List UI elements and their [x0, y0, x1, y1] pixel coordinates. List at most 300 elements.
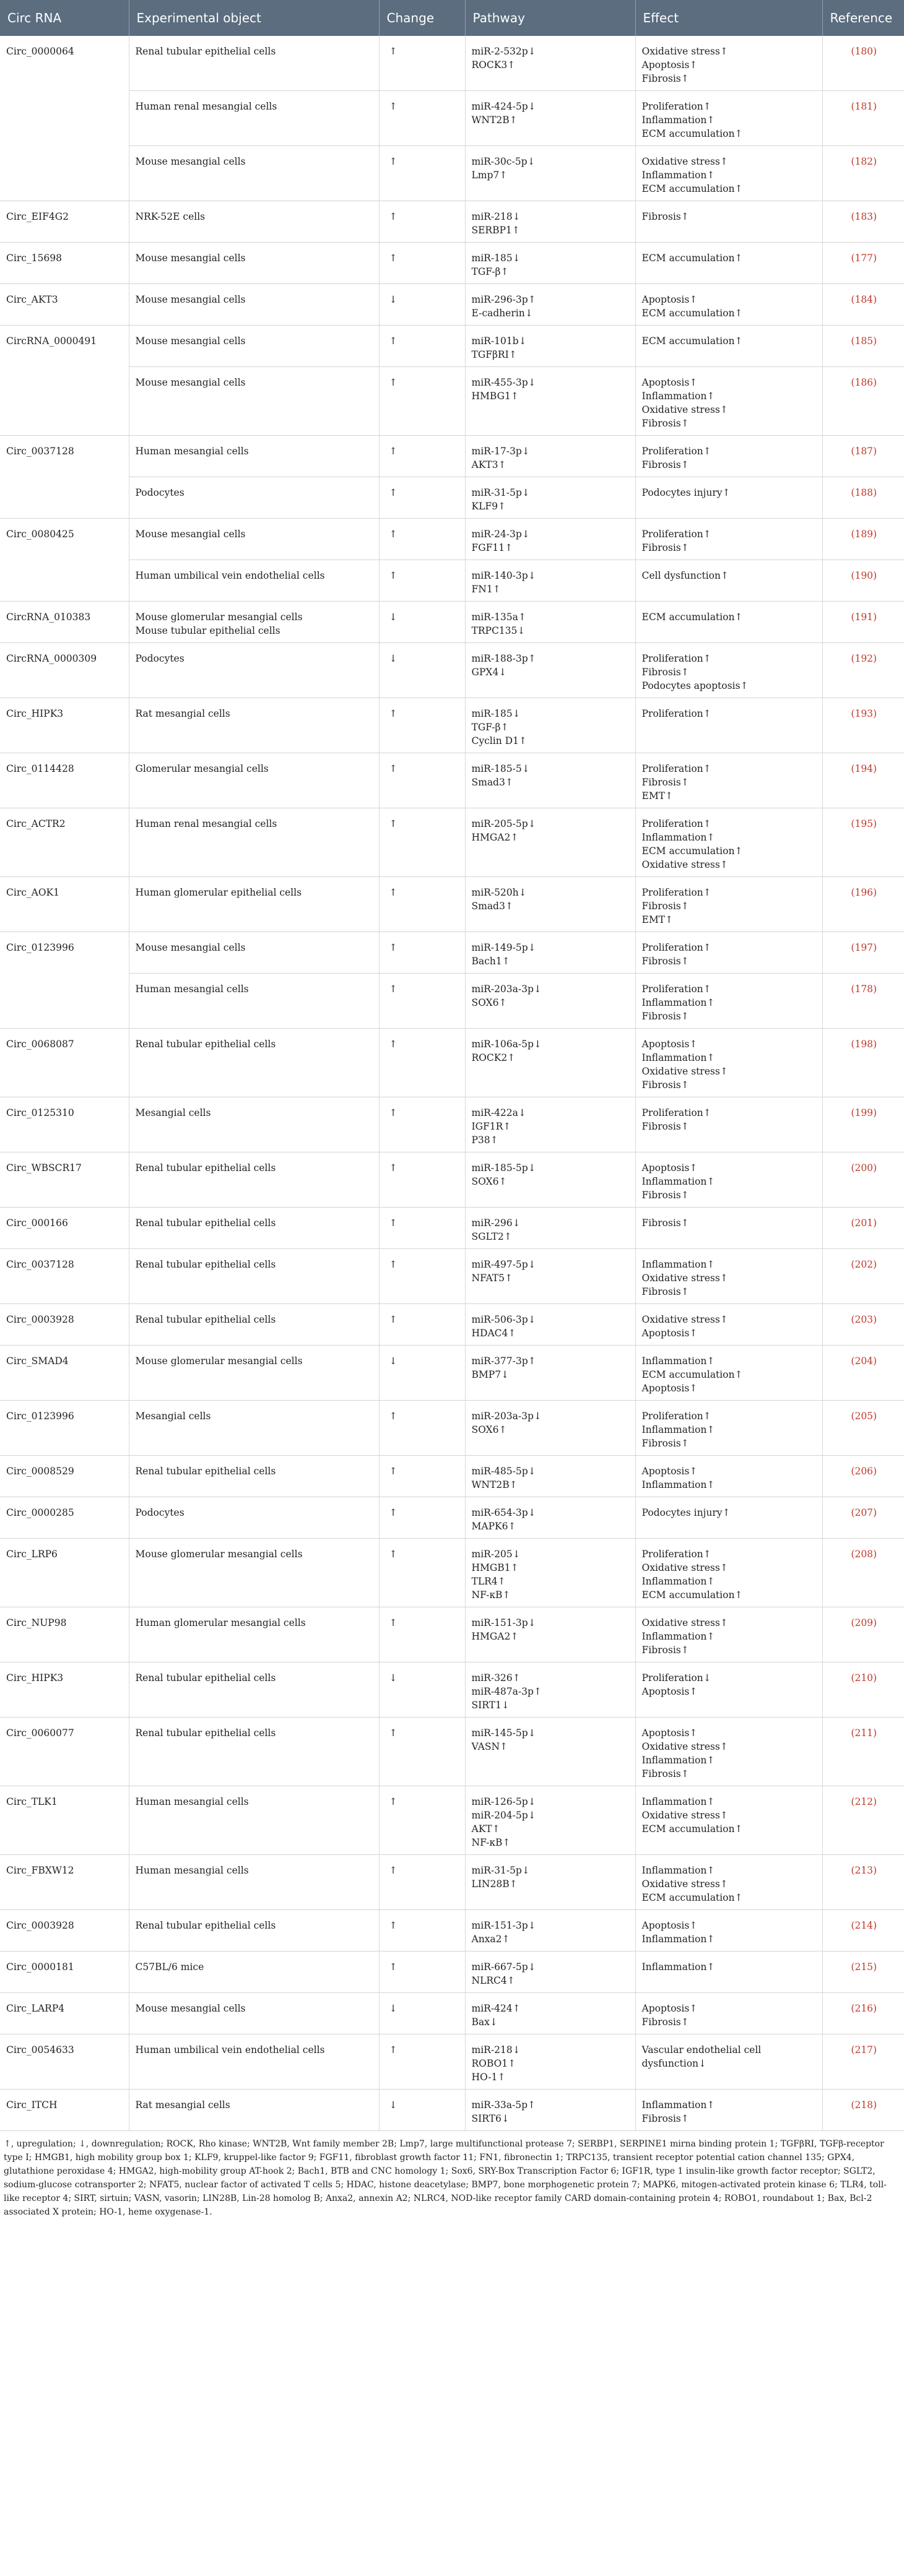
cell-pathway [465, 326, 635, 367]
cell-reference[interactable]: (200) [822, 1152, 904, 1208]
cell-effect [635, 91, 822, 146]
cell-reference[interactable]: (206) [822, 1456, 904, 1497]
cell-effect [635, 201, 822, 243]
cell-reference[interactable]: (203) [822, 1304, 904, 1346]
cell-change: ↑ [379, 877, 465, 932]
cell-effect-line: ECM accumulation↑ [641, 1369, 743, 1380]
cell-reference[interactable]: (181) [822, 91, 904, 146]
cell-reference[interactable]: (190) [822, 560, 904, 602]
cell-effect [635, 2090, 822, 2131]
cell-pathway [465, 243, 635, 284]
cell-effect-line: Inflammation↑ [641, 115, 715, 126]
cell-effect [635, 1152, 822, 1208]
cell-pathway-line: miR-101b↓ [471, 335, 527, 347]
cell-reference[interactable]: (178) [822, 974, 904, 1029]
cell-effect-line: ECM accumulation↑ [641, 612, 743, 623]
cell-pathway [465, 1993, 635, 2034]
table-row [0, 1208, 904, 1249]
cell-pathway [465, 519, 635, 560]
cell-pathway [465, 698, 635, 753]
cell-pathway-line: SIRT6↓ [471, 2113, 510, 2124]
cell-experimental-object: Podocytes [129, 477, 379, 519]
cell-pathway [465, 1951, 635, 1993]
cell-change: ↓ [379, 1346, 465, 1401]
cell-circ-rna: Circ_SMAD4 [0, 1346, 129, 1401]
cell-pathway-line: ROCK2↑ [471, 1052, 516, 1063]
cell-effect-line: Fibrosis↑ [641, 542, 689, 553]
table-row [0, 602, 904, 643]
cell-reference[interactable]: (217) [822, 2034, 904, 2090]
cell-experimental-object: Renal tubular epithelial cells [129, 1456, 379, 1497]
cell-reference[interactable]: (218) [822, 2090, 904, 2131]
cell-effect-line: Fibrosis↑ [641, 418, 689, 429]
cell-effect [635, 326, 822, 367]
cell-pathway-line: miR-151-3p↓ [471, 1617, 536, 1628]
cell-experimental-object: Rat mesangial cells [129, 2090, 379, 2131]
table-row [0, 877, 904, 932]
cell-experimental-object: Podocytes [129, 643, 379, 698]
header-pathway: Pathway [465, 0, 635, 36]
cell-circ-rna: Circ_0060077 [0, 1718, 129, 1786]
cell-reference[interactable]: (213) [822, 1855, 904, 1910]
table-row [0, 808, 904, 877]
cell-reference[interactable]: (198) [822, 1029, 904, 1097]
cell-pathway [465, 2090, 635, 2131]
cell-effect-line: Oxidative stress↑ [641, 1878, 728, 1890]
cell-pathway-line: miR-151-3p↓ [471, 1920, 536, 1931]
table-row [0, 753, 904, 808]
table-footnote: ↑, upregulation; ↓, downregulation; ROCK, Rho kinase; WNT2B, Wnt family member 2B; Lmp7, large multifunctional protease 7; SERBP1, SERPINE1 mirna binding protein 1; TGFβRI, TGFβ-receptor type I; HMGB1, high mobility group box 1; KLF9, kruppel-like factor 9; FGF11, fibroblast growth factor 11; FN1, fibronectin 1; TRPC135, transient receptor potential cation channel 135; GPX4, glutathione peroxidase 4; HMGA2, high-mobility group AT-hook 2; Bach1, BTB and CNC homology 1; Sox6, SRY-Box Transcription Factor 6; IGF1R, type 1 insulin-like growth factor receptor; SGLT2, sodium-glucose cotransporter 2; NFAT5, nuclear factor of activated T cells 5; HDAC, histone deacetylase; BMP7, bone morphogenetic protein 7; MAPK6, mitogen-activated protein kinase 6; TLR4, toll-like receptor 4; SIRT, sirtuin; VASN, vasorin; LIN28B, Lin-28 homolog B; Anxa2, annexin A2; NLRC4, NOD-like receptor family CARD domain-containing protein 4; ROBO1, roundabout 1; Bax, Bcl-2 associated X protein; HO-1, heme oxygenase-1. [4, 2139, 887, 2217]
cell-pathway-line: miR-296↓ [471, 1217, 521, 1229]
cell-effect-line: ECM accumulation↑ [641, 335, 743, 347]
table-row [0, 146, 904, 201]
cell-pathway-line: miR-149-5p↓ [471, 942, 536, 953]
cell-change: ↑ [379, 367, 465, 436]
cell-pathway-line: miR-422a↓ [471, 1107, 526, 1118]
cell-pathway-line: miR-204-5p↓ [471, 1810, 536, 1821]
cell-pathway-line: miR-185↓ [471, 253, 521, 264]
cell-change: ↑ [379, 477, 465, 519]
cell-pathway-line: miR-106a-5p↓ [471, 1039, 542, 1050]
header-effect: Effect [635, 0, 822, 36]
cell-change: ↑ [379, 1152, 465, 1208]
cell-pathway-line: P38↑ [471, 1135, 498, 1146]
cell-effect-line: ECM accumulation↑ [641, 183, 743, 194]
cell-reference[interactable]: (202) [822, 1249, 904, 1304]
cell-circ-rna: Circ_LRP6 [0, 1539, 129, 1607]
cell-circ-rna: Circ_HIPK3 [0, 1662, 129, 1718]
table-row [0, 1539, 904, 1607]
cell-effect-line: Oxidative stress↑ [641, 1314, 728, 1325]
cell-effect [635, 1855, 822, 1910]
cell-effect-line: ECM accumulation↑ [641, 1823, 743, 1835]
cell-pathway [465, 1662, 635, 1718]
cell-reference[interactable]: (201) [822, 1208, 904, 1249]
cell-pathway-line: miR-33a-5p↑ [471, 2099, 536, 2111]
cell-effect-line: Inflammation↑ [641, 1576, 715, 1587]
cell-circ-rna: CircRNA_010383 [0, 602, 129, 643]
table-row [0, 2090, 904, 2131]
cell-effect [635, 1304, 822, 1346]
cell-pathway [465, 560, 635, 602]
cell-experimental-object: Renal tubular epithelial cells [129, 1718, 379, 1786]
cell-effect-line: ECM accumulation↑ [641, 845, 743, 857]
table-row [0, 326, 904, 367]
cell-pathway [465, 932, 635, 974]
cell-reference[interactable]: (215) [822, 1951, 904, 1993]
cell-pathway-line: miR-218↓ [471, 2044, 521, 2055]
cell-effect [635, 477, 822, 519]
cell-experimental-object: Rat mesangial cells [129, 698, 379, 753]
table-row [0, 243, 904, 284]
cell-effect-line: Fibrosis↑ [641, 1121, 689, 1132]
cell-pathway-line: miR-506-3p↓ [471, 1314, 536, 1325]
cell-reference[interactable]: (207) [822, 1497, 904, 1539]
cell-pathway [465, 436, 635, 477]
cell-pathway-line: miR-145-5p↓ [471, 1727, 536, 1739]
cell-experimental-object: Mesangial cells [129, 1097, 379, 1152]
cell-circ-rna: Circ_WBSCR17 [0, 1152, 129, 1208]
cell-effect-line: Apoptosis↑ [641, 1039, 698, 1050]
cell-reference[interactable]: (210) [822, 1662, 904, 1718]
cell-circ-rna: Circ_15698 [0, 243, 129, 284]
cell-change: ↑ [379, 1951, 465, 1993]
cell-reference[interactable]: (204) [822, 1346, 904, 1401]
cell-reference[interactable]: (209) [822, 1607, 904, 1662]
cell-circ-rna: Circ_0125310 [0, 1097, 129, 1152]
cell-pathway [465, 1304, 635, 1346]
cell-effect-line: Fibrosis↑ [641, 901, 689, 912]
cell-pathway [465, 643, 635, 698]
cell-effect-line: ECM accumulation↑ [641, 253, 743, 264]
cell-effect [635, 808, 822, 877]
cell-effect-line: Proliferation↑ [641, 942, 711, 953]
cell-effect [635, 753, 822, 808]
cell-pathway-line: miR-188-3p↑ [471, 653, 536, 664]
cell-pathway-line: SERBP1↑ [471, 225, 520, 236]
cell-effect-line: Inflammation↑ [641, 1052, 715, 1063]
cell-circ-rna: Circ_TLK1 [0, 1786, 129, 1855]
cell-change: ↑ [379, 1539, 465, 1607]
cell-pathway-line: miR-667-5p↓ [471, 1961, 536, 1973]
cell-reference[interactable]: (212) [822, 1786, 904, 1855]
cell-effect [635, 1786, 822, 1855]
cell-change: ↑ [379, 326, 465, 367]
cell-reference[interactable]: (194) [822, 753, 904, 808]
cell-pathway [465, 36, 635, 91]
cell-experimental-object [129, 602, 379, 643]
cell-circ-rna: Circ_0054633 [0, 2034, 129, 2090]
cell-pathway-line: miR-185-5p↓ [471, 1162, 536, 1173]
cell-circ-rna: Circ_0123996 [0, 1401, 129, 1456]
cell-circ-rna: Circ_0114428 [0, 753, 129, 808]
cell-change: ↑ [379, 1910, 465, 1951]
cell-effect [635, 36, 822, 91]
cell-pathway-line: miR-126-5p↓ [471, 1796, 536, 1807]
cell-circ-rna: Circ_0000064 [0, 36, 129, 201]
cell-reference[interactable]: (195) [822, 808, 904, 877]
cell-effect-line: Apoptosis↑ [641, 1920, 698, 1931]
cell-effect-line: Apoptosis↑ [641, 1162, 698, 1173]
cell-effect-line: Fibrosis↑ [641, 1079, 689, 1091]
cell-effect-line: Proliferation↑ [641, 1411, 711, 1422]
cell-pathway-line: AKT↑ [471, 1823, 500, 1835]
cell-effect-line: Oxidative stress↑ [641, 1273, 728, 1284]
cell-reference[interactable]: (180) [822, 36, 904, 91]
cell-effect [635, 1539, 822, 1607]
cell-reference[interactable]: (183) [822, 201, 904, 243]
cell-effect-line: Fibrosis↑ [641, 73, 689, 84]
cell-change: ↑ [379, 436, 465, 477]
cell-pathway-line: HMGB1↑ [471, 1562, 519, 1573]
cell-change: ↑ [379, 1401, 465, 1456]
table-row [0, 1607, 904, 1662]
table-row [0, 2034, 904, 2090]
cell-pathway-line: miR-205-5p↓ [471, 818, 536, 829]
cell-pathway-line: miR-31-5p↓ [471, 487, 530, 498]
cell-change: ↑ [379, 146, 465, 201]
cell-reference[interactable]: (208) [822, 1539, 904, 1607]
cell-experimental-object: Renal tubular epithelial cells [129, 1152, 379, 1208]
cell-pathway-line: GPX4↓ [471, 667, 507, 678]
cell-effect-line: Proliferation↑ [641, 708, 711, 719]
cell-experimental-object: Human mesangial cells [129, 1786, 379, 1855]
cell-pathway [465, 2034, 635, 2090]
cell-pathway [465, 808, 635, 877]
cell-experimental-object: Renal tubular epithelial cells [129, 1304, 379, 1346]
cell-circ-rna: Circ_AKT3 [0, 284, 129, 326]
cell-pathway-line: miR-203a-3p↓ [471, 983, 542, 995]
cell-change: ↑ [379, 519, 465, 560]
cell-change: ↑ [379, 1249, 465, 1304]
table-row [0, 1097, 904, 1152]
cell-pathway-line: LIN28B↑ [471, 1878, 518, 1890]
cell-change: ↑ [379, 2034, 465, 2090]
cell-effect-line: Cell dysfunction↑ [641, 570, 729, 581]
cell-reference[interactable]: (189) [822, 519, 904, 560]
table-row [0, 1249, 904, 1304]
cell-pathway-line: TGF-β↑ [471, 722, 509, 733]
cell-change: ↑ [379, 1304, 465, 1346]
table-row [0, 1152, 904, 1208]
cell-pathway-line: BMP7↓ [471, 1369, 510, 1380]
cell-effect-line: Inflammation↑ [641, 1424, 715, 1435]
cell-reference[interactable]: (216) [822, 1993, 904, 2034]
cell-effect-line: Fibrosis↑ [641, 1438, 689, 1449]
cell-reference[interactable]: (205) [822, 1401, 904, 1456]
cell-pathway [465, 284, 635, 326]
cell-change: ↑ [379, 1456, 465, 1497]
cell-effect-line: Proliferation↑ [641, 1107, 711, 1118]
cell-circ-rna: Circ_0068087 [0, 1029, 129, 1097]
cell-pathway-line: Smad3↑ [471, 901, 513, 912]
cell-reference[interactable]: (193) [822, 698, 904, 753]
cell-reference[interactable]: (192) [822, 643, 904, 698]
cell-change: ↑ [379, 974, 465, 1029]
cell-pathway-line: miR-24-3p↓ [471, 529, 530, 540]
cell-pathway [465, 201, 635, 243]
cell-effect [635, 1456, 822, 1497]
cell-effect-line: Apoptosis↑ [641, 294, 698, 305]
cell-pathway-line: Lmp7↑ [471, 170, 508, 181]
cell-circ-rna: Circ_0008529 [0, 1456, 129, 1497]
cell-pathway [465, 1029, 635, 1097]
cell-experimental-object: NRK-52E cells [129, 201, 379, 243]
table-row [0, 1786, 904, 1855]
cell-effect [635, 1097, 822, 1152]
cell-reference[interactable]: (199) [822, 1097, 904, 1152]
cell-pathway-line: miR-497-5p↓ [471, 1259, 536, 1270]
cell-change: ↑ [379, 1208, 465, 1249]
cell-effect-line: Oxidative stress↑ [641, 404, 728, 415]
cell-pathway-line: miR-377-3p↑ [471, 1355, 536, 1367]
cell-effect-line: Apoptosis↑ [641, 59, 698, 71]
cell-effect-line: Apoptosis↑ [641, 1727, 698, 1739]
cell-pathway-line: NF-κB↑ [471, 1589, 511, 1601]
cell-experimental-object: Human mesangial cells [129, 436, 379, 477]
cell-experimental-object: Mouse mesangial cells [129, 1993, 379, 2034]
cell-pathway-line: HMGA2↑ [471, 832, 519, 843]
cell-effect [635, 877, 822, 932]
table-row [0, 284, 904, 326]
cell-change: ↑ [379, 1855, 465, 1910]
cell-pathway-line: miR-205↓ [471, 1549, 521, 1560]
table-row [0, 932, 904, 974]
cell-experimental-object: Renal tubular epithelial cells [129, 1208, 379, 1249]
cell-effect-line: Inflammation↑ [641, 997, 715, 1008]
cell-reference[interactable]: (197) [822, 932, 904, 974]
cell-pathway [465, 1718, 635, 1786]
cell-pathway-line: SOX6↑ [471, 1176, 507, 1187]
cell-pathway-line: miR-424-5p↓ [471, 101, 536, 112]
cell-pathway [465, 1539, 635, 1607]
cell-pathway-line: NF-κB↑ [471, 1837, 511, 1848]
cell-effect [635, 2034, 822, 2090]
cell-experimental-object: Mouse mesangial cells [129, 519, 379, 560]
cell-experimental-object: Mouse mesangial cells [129, 243, 379, 284]
cell-experimental-object: Mouse mesangial cells [129, 326, 379, 367]
cell-reference[interactable]: (184) [822, 284, 904, 326]
table-row [0, 698, 904, 753]
cell-pathway-line: ROBO1↑ [471, 2058, 516, 2069]
cell-reference[interactable]: (211) [822, 1718, 904, 1786]
cell-reference[interactable]: (177) [822, 243, 904, 284]
cell-experimental-object: Renal tubular epithelial cells [129, 1249, 379, 1304]
cell-reference[interactable]: (196) [822, 877, 904, 932]
cell-pathway-line: FGF11↑ [471, 542, 513, 553]
cell-pathway-line: miR-17-3p↓ [471, 446, 530, 457]
cell-change: ↑ [379, 1097, 465, 1152]
cell-pathway-line: miR-31-5p↓ [471, 1865, 530, 1876]
header-change: Change [379, 0, 465, 36]
cell-reference[interactable]: (214) [822, 1910, 904, 1951]
cell-circ-rna: Circ_0123996 [0, 932, 129, 1029]
cell-pathway-line: miR-2-532p↓ [471, 46, 536, 57]
cell-change: ↑ [379, 243, 465, 284]
cell-change: ↓ [379, 602, 465, 643]
cell-pathway-line: miR-185↓ [471, 708, 521, 719]
cell-pathway [465, 1208, 635, 1249]
cell-pathway-line: Bax↓ [471, 2016, 498, 2028]
cell-effect-line: Inflammation↑ [641, 170, 715, 181]
cell-change: ↑ [379, 36, 465, 91]
cell-reference[interactable]: (182) [822, 146, 904, 201]
cell-experimental-object: Mouse mesangial cells [129, 932, 379, 974]
cell-effect-line: Inflammation↑ [641, 1865, 715, 1876]
cell-effect-line: Inflammation↑ [641, 1259, 715, 1270]
cell-circ-rna: Circ_HIPK3 [0, 698, 129, 753]
cell-effect [635, 1029, 822, 1097]
header-circ-rna: Circ RNA [0, 0, 129, 36]
cell-change: ↑ [379, 1786, 465, 1855]
cell-pathway-line: miR-520h↓ [471, 887, 527, 898]
cell-pathway-line: KLF9↑ [471, 501, 506, 512]
cell-pathway-line: SOX6↑ [471, 997, 507, 1008]
cell-effect-line: Apoptosis↑ [641, 1328, 698, 1339]
cell-pathway-line: Smad3↑ [471, 777, 513, 788]
cell-experimental-object: Human glomerular epithelial cells [129, 877, 379, 932]
table-row [0, 643, 904, 698]
cell-effect [635, 1401, 822, 1456]
cell-effect [635, 1607, 822, 1662]
cell-pathway-line: TRPC135↓ [471, 625, 526, 636]
table-row [0, 1951, 904, 1993]
header-reference: Reference [822, 0, 904, 36]
cell-pathway-line: HO-1↑ [471, 2072, 506, 2083]
cell-pathway-line: NFAT5↑ [471, 1273, 513, 1284]
cell-effect-line: Podocytes injury↑ [641, 1507, 731, 1518]
table-row [0, 201, 904, 243]
cell-change: ↑ [379, 932, 465, 974]
table-row [0, 1456, 904, 1497]
cell-reference[interactable]: (187) [822, 436, 904, 477]
cell-effect-line: Oxidative stress↑ [641, 1066, 728, 1077]
cell-effect [635, 146, 822, 201]
cell-effect-line: Fibrosis↑ [641, 211, 689, 222]
cell-circ-rna: Circ_ITCH [0, 2090, 129, 2131]
cell-change: ↓ [379, 2090, 465, 2131]
table-row [0, 1346, 904, 1401]
cell-reference[interactable]: (191) [822, 602, 904, 643]
cell-pathway-line: miR-140-3p↓ [471, 570, 536, 581]
cell-effect [635, 436, 822, 477]
cell-change: ↑ [379, 1497, 465, 1539]
cell-effect-line: Inflammation↑ [641, 1355, 715, 1367]
cell-effect [635, 560, 822, 602]
cell-effect-line: Inflammation↑ [641, 391, 715, 402]
cell-pathway [465, 753, 635, 808]
cell-reference[interactable]: (185) [822, 326, 904, 367]
cell-reference[interactable]: (188) [822, 477, 904, 519]
cell-pathway [465, 1910, 635, 1951]
cell-pathway [465, 477, 635, 519]
cell-change: ↑ [379, 753, 465, 808]
cell-reference[interactable]: (186) [822, 367, 904, 436]
cell-experimental-object: Human renal mesangial cells [129, 91, 379, 146]
cell-effect-line: Inflammation↑ [641, 2099, 715, 2111]
cell-effect [635, 367, 822, 436]
cell-experimental-object: Mouse mesangial cells [129, 146, 379, 201]
cell-experimental-object: Mouse glomerular mesangial cells [129, 1539, 379, 1607]
cell-effect-line: Inflammation↑ [641, 832, 715, 843]
cell-experimental-object: Renal tubular epithelial cells [129, 36, 379, 91]
cell-effect-line: Fibrosis↑ [641, 2016, 689, 2028]
cell-pathway-line: SIRT1↓ [471, 1700, 510, 1711]
cell-pathway [465, 91, 635, 146]
cell-effect-line: Fibrosis↑ [641, 1645, 689, 1656]
cell-pathway-line: Cyclin D1↑ [471, 735, 527, 746]
cell-effect-line: Oxidative stress↑ [641, 156, 728, 167]
